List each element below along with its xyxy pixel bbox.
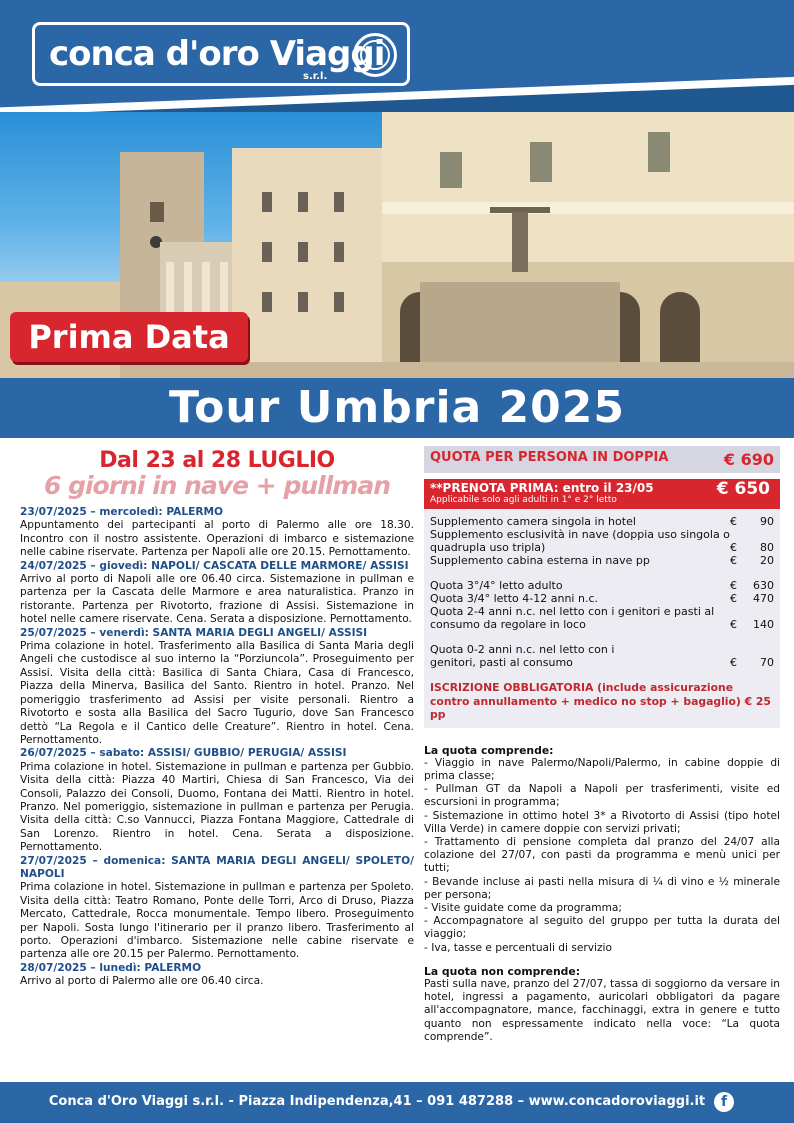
quota-row [430,605,774,631]
day-heading: 23/07/2025 – mercoledì: PALERMO [20,506,224,518]
quota-row [430,579,774,592]
amount: 470 [753,592,774,605]
itinerary-day [20,747,414,760]
itinerary-column [20,448,414,989]
currency: € [730,618,737,631]
quota-label: QUOTA PER PERSONA IN DOPPIA [430,450,669,465]
day-text: Prima colazione in hotel. Sistemazione in pullman e partenza per Gubbio. Visita della città: Piazza 40 Martiri, Chiesa di San Francesco, Via dei Consoli, Palazzo dei Consoli, Duomo, Fontana dei Matti. Rientro in hotel. Pranzo. Nel pomeriggio, sistemazione in pullman e partenza per Perugia. Visita della città: C.so Vannucci, Piazza Fontana Maggiore, Cattedrale di San Lorenzo. Rientro in hotel. Cena. Serata a disposizione. Pernottamento. [20,760,414,854]
seal-icon [353,33,397,77]
amount: 140 [753,618,774,631]
amount: 630 [753,579,774,592]
day-text: Arrivo al porto di Napoli alle ore 06.40 circa. Sistemazione in pullman e partenza per la Cascata delle Marmore e area naturalistica. Pranzo in ristorante. Partenza per Rivotorto, frazione di Assisi. Sistemazione in hotel nelle camere riservate. Cena. Serata a disposizione. Pernottamento. [20,573,414,626]
day-heading: 27/07/2025 – domenica: SANTA MARIA DEGLI ANGELI/ SPOLETO/ NAPOLI [20,854,414,880]
currency: € [730,592,737,605]
day-heading: 24/07/2025 – giovedì: NAPOLI/ CASCATA DELLE MARMORE/ ASSISI [20,559,409,572]
itinerary-day [20,627,414,640]
itinerary-day [20,855,414,882]
currency: € [730,541,737,554]
quota-row [430,643,774,669]
include-item: - Viaggio in nave Palermo/Napoli/Palermo, in cabine doppie di prima classe; [424,756,780,782]
tour-dates: Dal 23 al 28 LUGLIO [99,448,335,473]
quota-text: Quota 2-4 anni n.c. nel letto con i genitori e pasti al consumo da regolare in loco [430,605,715,631]
currency: € [730,579,737,592]
pricing-column [424,446,780,1044]
include-item: - Accompagnatore al seguito del gruppo per tutta la durata del viaggio; [424,915,780,941]
currency: € [730,656,737,669]
quota-text: Quota 3°/4° letto adulto [430,579,563,592]
day-text: Arrivo al porto di Palermo alle ore 06.40 circa. [20,975,264,988]
amount: 80 [760,541,774,554]
iscrizione-obbligatoria: ISCRIZIONE OBBLIGATORIA (include assicurazione contro annullamento + medico no stop + bagaglio) € 25 pp [430,681,771,721]
amount: 20 [760,554,774,567]
excludes-section [424,965,780,1044]
tour-title: Tour Umbria 2025 [168,382,626,433]
prenota-prima-box [424,479,780,509]
title-band [0,378,794,438]
quota-text: Quota 3/4° letto 4-12 anni n.c. [430,592,598,605]
supplements-box [424,509,780,728]
supplement-row [430,528,774,554]
footer-contact[interactable]: Conca d'Oro Viaggi s.r.l. - Piazza Indipendenza,41 – 091 487288 – www.concadoroviaggi.it [48,1094,706,1109]
day-heading: 25/07/2025 – venerdì: SANTA MARIA DEGLI ANGELI/ ASSISI [20,626,368,639]
itinerary-day [20,560,414,573]
day-text: Prima colazione in hotel. Sistemazione in pullman e partenza per Spoleto. Visita della città: Teatro Romano, Ponte delle Torri, Arco di Druso, Piazza Mercato, Cattedrale, Rocca monumentale. Tempo libero. Proseguimento per Napoli. Sosta lungo l'itinerario per il pranzo libero. Trasferimento al porto. Operazioni d'imbarco. Sistemazione nelle cabine riservate e partenza alle ore 20.15 per Palermo. Pernottamento. [20,881,414,961]
include-item: - Bevande incluse ai pasti nella misura di ¼ di vino e ½ minerale per persona; [424,875,780,901]
day-text: Prima colazione in hotel. Trasferimento alla Basilica di Santa Maria degli Angeli che custodisce al suo interno la “Porziuncola”. Proseguimento per Assisi. Visita della città: Basilica di Santa Chiara, Casa di Francesco, Piazza della Minerva, Basilica del Santo. Rientro in hotel. Pranzo. Nel pomeriggio trasferimento ad Assisi per visite personali. Rientro a Rivotorto e sosta alla Basilica del Sacro Tugurio, dove San Francesco dettò “La Regola e il Cantico delle Creature”. Rientro in hotel. Cena. Pernottamento. [20,640,414,746]
supplement-row [430,554,774,567]
header-band [0,0,794,118]
logo-text: conca d'oro Viaggi [49,34,385,74]
include-item: - Visite guidate come da programma; [424,901,622,914]
prenota-value: € 650 [716,479,770,499]
itinerary-day [20,506,414,519]
day-text: Appuntamento dei partecipanti al porto di Palermo alle ore 18.30. Incontro con il nostro assistente. Operazioni di imbarco e sistemazione nelle cabine riservate. Partenza per Napoli alle ore 20.15. Pernottamento. [20,519,414,559]
include-item: - Trattamento di pensione completa dal pranzo del 24/07 alla colazione del 27/07, con pasti da programma e menù unici per tutti; [424,835,780,875]
includes-title: La quota comprende: [424,743,554,757]
excludes-title: La quota non comprende: [424,964,581,978]
amount: 70 [760,656,774,669]
quota-text: Quota 0-2 anni n.c. nel letto con i genitori, pasti al consumo [430,643,615,669]
supplement-text: Supplemento cabina esterna in nave pp [430,554,650,567]
footer [0,1082,794,1123]
include-item: - Sistemazione in ottimo hotel 3* a Rivotorto di Assisi (tipo hotel Villa Verde) in camere doppie con servizi privati; [424,809,780,835]
quota-box [424,446,780,473]
amount: 90 [760,515,774,528]
supplement-text: Supplemento esclusività in nave (doppia uso singola o quadrupla uso tripla) [430,528,730,554]
quota-row [430,592,774,605]
include-item: - Iva, tasse e percentuali di servizio [424,941,612,954]
supplement-text: Supplemento camera singola in hotel [430,515,636,528]
supplement-row [430,515,774,528]
prenota-label: **PRENOTA PRIMA: entro il 23/05 [430,481,654,495]
facebook-icon[interactable]: f [714,1092,734,1112]
excludes-text: Pasti sulla nave, pranzo del 27/07, tassa di soggiorno da versare in hotel, ingressi a pagamento, auricolari obbligatori da pagare all'accompagnatore, mance, facchinaggi, extra in genere e tutto quanto non espressamente indicato nella voce: “La quota comprende”. [424,977,780,1043]
prenota-note: Applicabile solo agli adulti in 1° e 2° letto [430,495,617,505]
includes-section [424,744,780,955]
day-heading: 26/07/2025 – sabato: ASSISI/ GUBBIO/ PERUGIA/ ASSISI [20,747,347,760]
itinerary [20,506,414,989]
day-heading: 28/07/2025 – lunedì: PALERMO [20,961,202,974]
itinerary-day [20,962,414,975]
prima-data-badge: Prima Data [10,312,248,362]
quota-value: € 690 [723,450,774,469]
currency: € [730,515,737,528]
brand-logo[interactable] [32,22,410,86]
currency: € [730,554,737,567]
logo-srl: s.r.l. [303,71,328,82]
tour-subtitle: 6 giorni in nave + pullman [43,471,391,500]
include-item: - Pullman GT da Napoli a Napoli per trasferimenti, visite ed escursioni in programma; [424,783,780,809]
quota-row [430,450,774,469]
